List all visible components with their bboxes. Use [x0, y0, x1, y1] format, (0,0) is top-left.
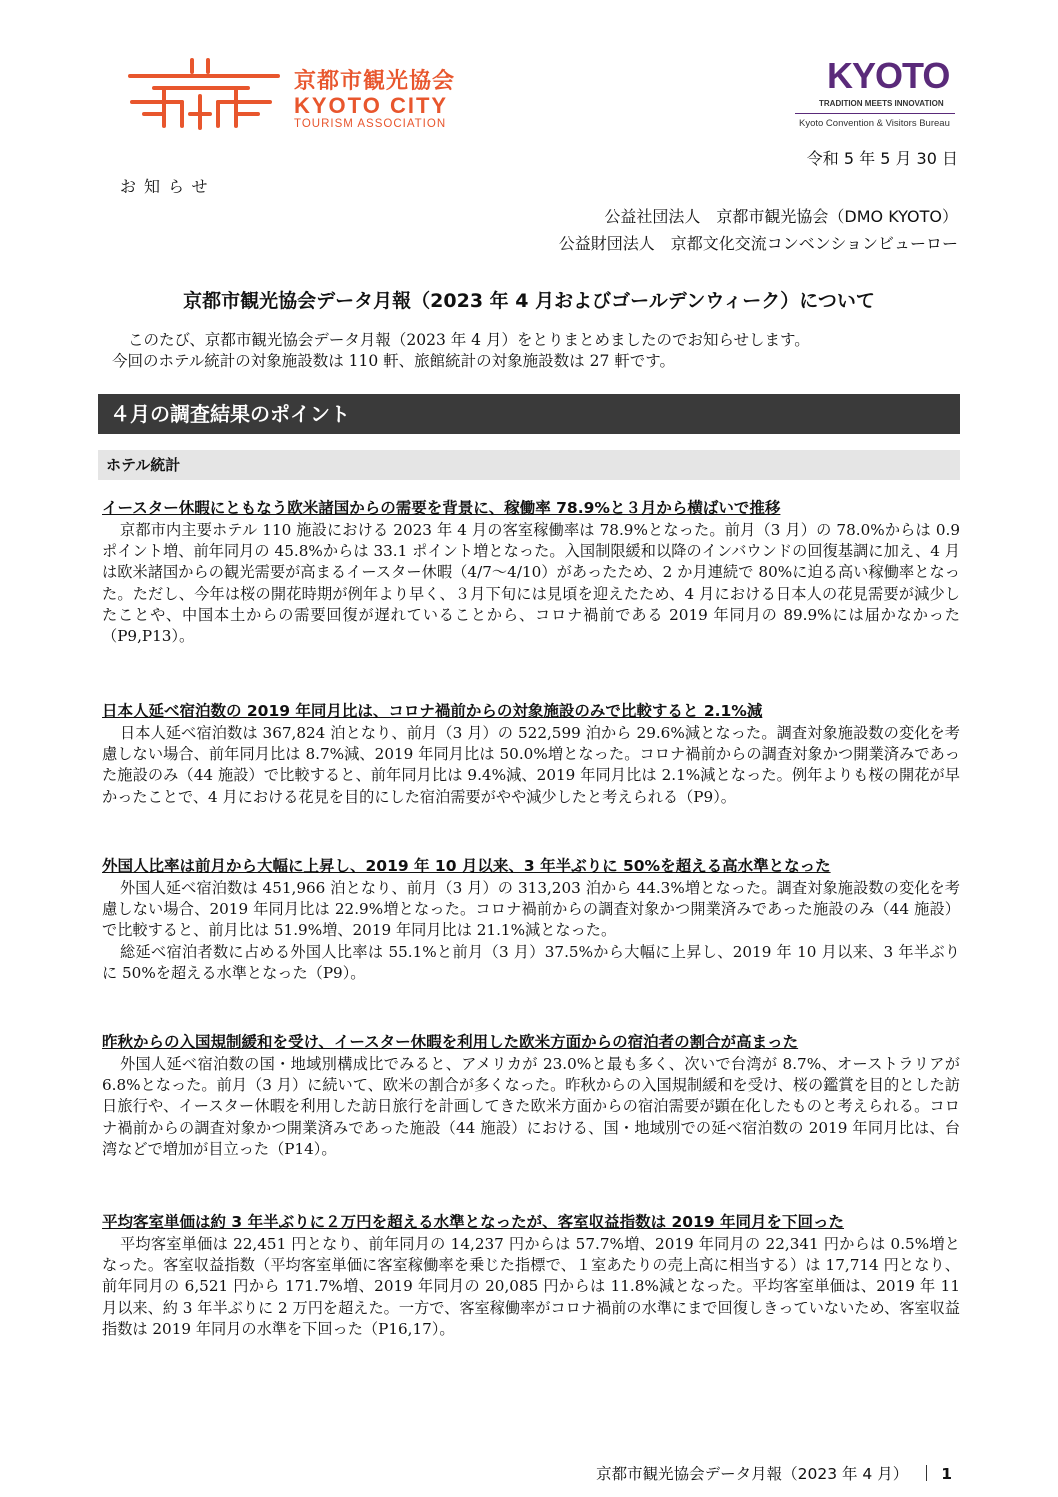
logo-tagline: TRADITION MEETS INNOVATION	[819, 99, 944, 108]
section-heading: 外国人比率は前月から大幅に上昇し、2019 年 10 月以来、3 年半ぶりに 50%を超える高水準となった	[102, 857, 831, 875]
kyoto-convention-bureau-logo	[795, 55, 965, 135]
section-heading: 平均客室単価は約 3 年半ぶりに２万円を超える水準となったが、客室収益指数は 2019 年同月を下回った	[102, 1213, 845, 1231]
footer-label: 京都市観光協会データ月報（2023 年 4 月）	[596, 1465, 909, 1483]
footer-divider	[926, 1465, 927, 1481]
logo-kyoto-word: KYOTO	[827, 55, 950, 96]
section-heading: イースター休暇にともなう欧米諸国からの需要を背景に、稼働率 78.9%と３月から横ばいで推移	[102, 499, 781, 517]
section-paragraph: 総延べ宿泊者数に占める外国人比率は 55.1%と前月（3 月）37.5%から大幅に上昇し、2019 年 10 月以来、3 年半ぶりに 50%を超える水準となった（P9）。	[102, 942, 960, 982]
section-country-share	[102, 1032, 960, 1160]
page-footer	[596, 1462, 952, 1484]
logo-divider	[795, 113, 955, 114]
logo-sub-en: TOURISM ASSOCIATION	[294, 118, 447, 130]
intro-line-2: 今回のホテル統計の対象施設数は 110 軒、旅館統計の対象施設数は 27 軒です。	[112, 352, 676, 370]
section-heading: 昨秋からの入国規制緩和を受け、イースター休暇を利用した欧米方面からの宿泊者の割合が高まった	[102, 1033, 799, 1051]
issue-date: 令和 5 年 5 月 30 日	[806, 149, 958, 168]
logo-bureau-name: Kyoto Convention & Visitors Bureau	[799, 118, 950, 129]
issuer-org-1: 公益社団法人 京都市観光協会（DMO KYOTO）	[604, 207, 958, 226]
section-header-bar: ４月の調査結果のポイント	[98, 394, 960, 434]
section-paragraph: 外国人延べ宿泊数は 451,966 泊となり、前月（3 月）の 313,203 泊から 44.3%増となった。調査対象施設数の変化を考慮しない場合、2019 年同月比は 22.9%増となった。コロナ禍前からの調査対象かつ開業済みであった施設のみ（44 施設）で比較すると、前月比は 51.9%増、2019 年同月比は 21.1%減となった。	[102, 879, 960, 940]
issuer-org-2: 公益財団法人 京都文化交流コンベンションビューロー	[558, 234, 958, 253]
intro-line-1: このたび、京都市観光協会データ月報（2023 年 4 月）をとりまとめましたのでお知らせします。	[128, 331, 810, 349]
section-occupancy	[102, 498, 960, 647]
section-paragraph: 京都市内主要ホテル 110 施設における 2023 年 4 月の客室稼働率は 78.9%となった。前月（3 月）の 78.0%からは 0.9 ポイント増、前年同月の 45.8%からは 33.1 ポイント増となった。入国制限緩和以降のインバウンドの回復基調に加え、4 月は欧米諸国からの観光需要が高まるイースター休暇（4/7〜4/10）があったため、2 か月連続で 80%に迫る高い稼働率となった。ただし、今年は桜の開花時期が例年より早く、３月下旬には見頃を迎えたため、4 月における日本人の花見需要が減少したことや、中国本土からの需要回復が遅れていることから、コロナ禍前である 2019 年同月の 89.9%には届かなかった（P9,P13）。	[102, 521, 960, 646]
section-heading: 日本人延べ宿泊数の 2019 年同月比は、コロナ禍前からの対象施設のみで比較すると 2.1%減	[102, 702, 763, 720]
section-paragraph: 日本人延べ宿泊数は 367,824 泊となり、前月（3 月）の 522,599 泊から 29.6%減となった。調査対象施設数の変化を考慮しない場合、前年同月比は 8.7%減、2019 年同月比は 50.0%増となった。コロナ禍前からの調査対象かつ開業済みであった施設のみ（44 施設）で比較すると、前年同月比は 9.4%減、2019 年同月比は 2.1%減となった。例年よりも桜の開花が早かったことで、4 月における花見を目的にした宿泊需要がやや減少したと考えられる（P9）。	[102, 724, 960, 806]
section-foreign-ratio	[102, 856, 960, 984]
subsection-header-bar: ホテル統計	[98, 450, 960, 480]
section-paragraph: 平均客室単価は 22,451 円となり、前年同月の 14,237 円からは 57.7%増、2019 年同月の 22,341 円からは 0.5%増となった。客室収益指数（平均客室単価に客室稼働率を乗じた指標で、１室あたりの売上高に相当する）は 17,714 円となり、前年同月の 6,521 円から 171.7%増、2019 年同月の 20,085 円からは 11.8%減となった。平均客室単価は、2019 年 11 月以来、約 3 年半ぶりに 2 万円を超えた。一方で、客室稼働率がコロナ禍前の水準にまで回復しきっていないため、客室収益指数は 2019 年同月の水準を下回った（P16,17）。	[102, 1235, 960, 1338]
section-room-rate	[102, 1212, 960, 1340]
intro-text	[112, 330, 932, 372]
logo-name-en: KYOTO CITY	[294, 93, 449, 118]
page-number: 1	[941, 1465, 952, 1483]
kyoto-city-tourism-logo	[124, 56, 484, 132]
section-paragraph: 外国人延べ宿泊数の国・地域別構成比でみると、アメリカが 23.0%と最も多く、次いで台湾が 8.7%、オーストラリアが 6.8%となった。前月（3 月）に続いて、欧米の割合が多くなった。昨秋からの入国規制緩和を受け、桜の鑑賞を目的とした訪日旅行や、イースター休暇を利用した訪日旅行を計画してきた欧米方面からの宿泊需要が顕在化したものと考えられる。コロナ禍前からの調査対象かつ開業済みであった施設（44 施設）における、国・地域別での延べ宿泊数の 2019 年同月比は、台湾などで増加が目立った（P14）。	[102, 1055, 960, 1158]
notice-label: お知らせ	[120, 177, 216, 196]
logo-name-ja: 京都市観光協会	[294, 69, 456, 94]
document-title: 京都市観光協会データ月報（2023 年 4 月およびゴールデンウィーク）について	[183, 290, 875, 312]
section-japanese-stays	[102, 701, 960, 808]
kyoto-mark-icon	[124, 56, 284, 132]
